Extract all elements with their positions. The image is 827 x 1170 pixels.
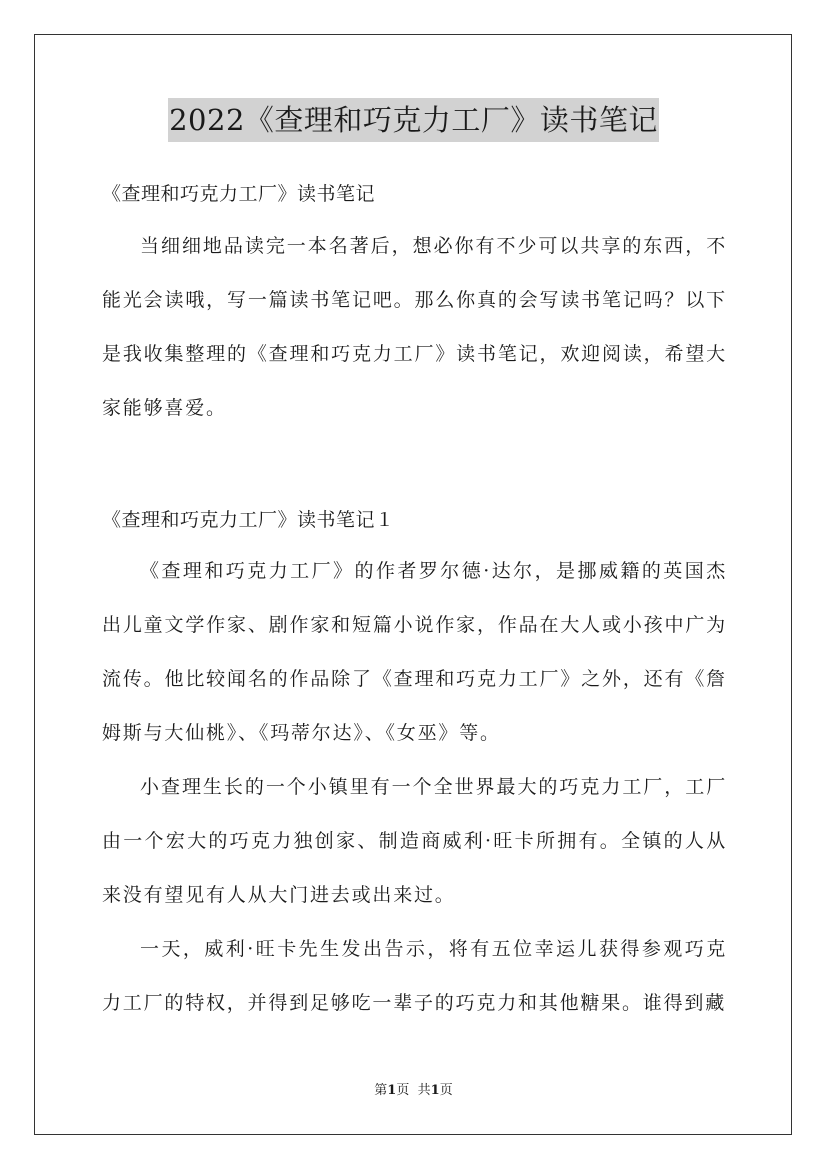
intro-paragraph: 当细细地品读完一本名著后，想必你有不少可以共享的东西，不能光会读哦，写一篇读书笔记吧。那么你真的会写读书笔记吗？以下是我收集整理的《查理和巧克力工厂》读书笔记，欢迎阅读，希望大家能够喜爱。 xyxy=(102,235,727,419)
intro-block xyxy=(102,219,727,435)
paragraph-3: 一天，威利·旺卡先生发出告示，将有五位幸运儿获得参观巧克力工厂的特权，并得到足够吃一辈子的巧克力和其他糖果。谁得到藏 xyxy=(102,938,727,1014)
paragraph-2: 小查理生长的一个小镇里有一个全世界最大的巧克力工厂，工厂由一个宏大的巧克力独创家、制造商威利·旺卡所拥有。全镇的人从来没有望见有人从大门进去或出来过。 xyxy=(102,776,727,906)
footer-page-prefix: 第 xyxy=(374,1083,388,1098)
paragraph-1: 《查理和巧克力工厂》的作者罗尔德·达尔，是挪威籍的英国杰出儿童文学作家、剧作家和短篇小说作家，作品在大人或小孩中广为流传。他比较闻名的作品除了《查理和巧克力工厂》之外，还有《詹姆斯与大仙桃》、《玛蒂尔达》、《女巫》等。 xyxy=(102,560,727,744)
footer-page-suffix: 页 xyxy=(396,1083,410,1098)
footer-total-suffix: 页 xyxy=(439,1083,453,1098)
footer-total-prefix: 共 xyxy=(417,1083,431,1098)
section-body xyxy=(102,544,727,1030)
footer-page-current: 1 xyxy=(387,1083,397,1098)
section-heading: 《查理和巧克力工厂》读书笔记１ xyxy=(102,509,395,531)
subtitle: 《查理和巧克力工厂》读书笔记 xyxy=(102,183,376,205)
footer-page-total: 1 xyxy=(430,1083,440,1098)
page-footer xyxy=(0,1082,827,1100)
title-container xyxy=(0,98,827,142)
document-title: 2022《查理和巧克力工厂》读书笔记 xyxy=(168,98,659,142)
